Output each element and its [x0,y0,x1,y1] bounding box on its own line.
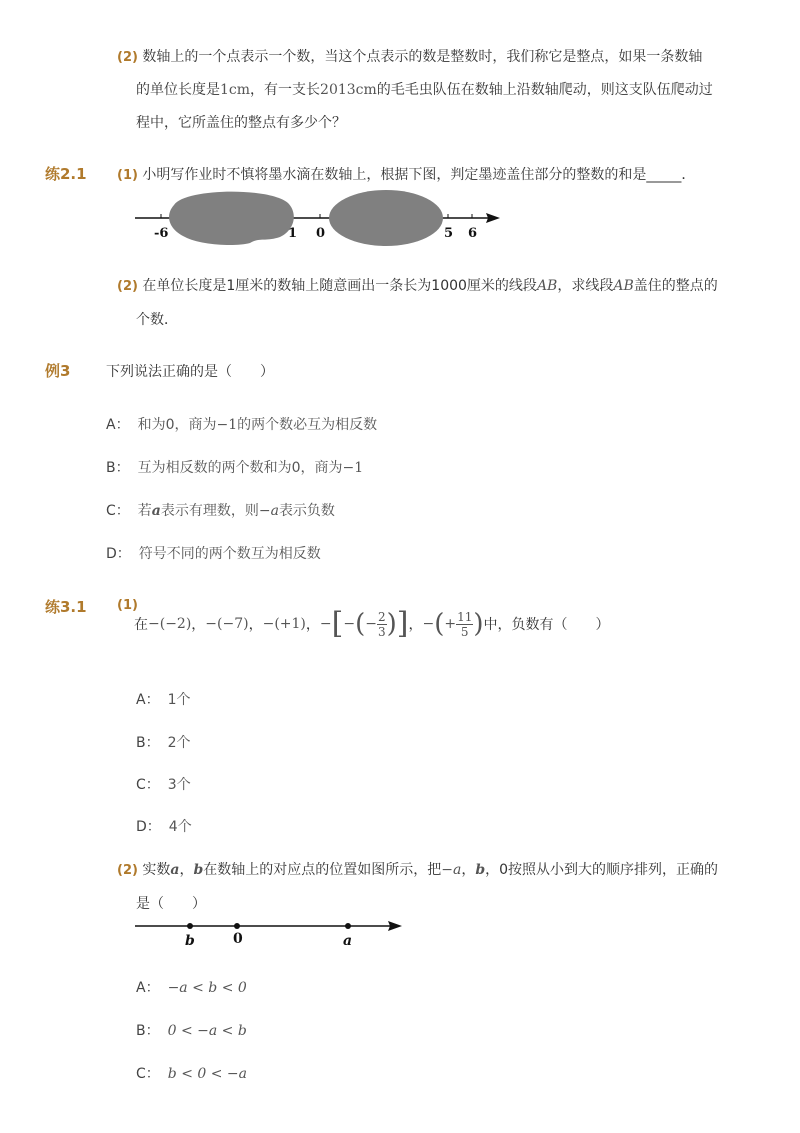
numerator: 11 [457,609,473,624]
math-var: a [151,503,161,519]
option-text: 互为相反数的两个数和为0，商为 [137,460,343,476]
ink-blot-right [329,190,443,246]
part-number: (2) [117,279,138,294]
option-text: 和为0，商为 [137,417,217,433]
question-text: 盖住的整点的 [633,278,718,294]
option-letter: B： [136,735,160,751]
option-text: 符号不同的两个数互为相反数 [138,546,321,562]
math-expr: −a [258,503,279,519]
option-b[interactable] [106,457,363,477]
paren-close: ) [473,609,484,639]
point-b [187,923,193,929]
option-c[interactable] [136,1063,247,1083]
option-a[interactable] [136,689,191,709]
paren-open: ( [434,609,445,639]
ex31-part1-expression [134,596,610,652]
option-letter: C： [106,503,130,519]
math-var: AB [613,278,634,294]
prev-question-line2 [136,79,713,99]
math-expr: −a [441,862,462,878]
part-number: (1) [117,598,138,613]
math-expr: −1 [342,460,364,476]
tick-label-1: 1 [288,226,298,241]
option-letter: A： [136,692,160,708]
math-expr: − [319,616,332,632]
tick-label-neg6: -6 [154,226,169,241]
prev-question-line3 [136,112,346,132]
label-b: b [185,933,195,949]
option-a[interactable] [136,977,247,997]
option-letter: A： [136,980,160,996]
option-text: 的两个数必互为相反数 [237,417,378,433]
math-expr: −a < b < 0 [167,980,247,996]
fraction-2-3 [377,610,387,639]
question-text: 是（ ） [136,896,206,912]
math-unit: 1cm [220,82,251,98]
question-text: 的毛毛虫队伍在数轴上沿数轴爬动，则这支队伍爬动过 [376,82,713,98]
number-line-ab-figure [130,912,410,952]
math-unit: 2013cm [320,82,377,98]
ex21-part2-line2 [136,309,178,329]
question-text: ， [179,862,194,878]
option-letter: B： [106,460,130,476]
numerator: 2 [377,609,386,624]
part-number: (1) [117,168,138,183]
question-text: 小明写作业时不慎将墨水滴在数轴上，根据下图，判定墨迹盖住部分的整数的和是_____． [142,167,696,183]
option-c[interactable] [136,774,191,794]
option-text: 3个 [167,777,191,793]
math-expr: −1 [216,417,238,433]
ex3-question [106,361,274,381]
option-text: 2个 [167,735,191,751]
tick-label-5: 5 [444,226,454,241]
option-text: 4个 [168,819,192,835]
math-expr: −(+1) [262,616,306,632]
separator: ， [408,617,423,633]
option-letter: D： [136,819,161,835]
denominator: 3 [377,624,386,639]
exercise-label: 练3.1 [45,598,87,616]
tick-label-0: 0 [316,226,326,241]
bracket-close: ] [396,606,409,641]
option-letter: A： [106,417,130,433]
question-text: ，0按照从小到大的顺序排列，正确的 [485,862,719,878]
question-text: 程中，它所盖住的整点有多少个？ [136,115,346,131]
option-letter: C： [136,1066,160,1082]
denominator: 5 [460,624,469,639]
bracket-open: [ [331,606,344,641]
tick-label-6: 6 [468,226,478,241]
ex21-part2-line1 [117,275,718,295]
question-text: 在单位长度是1厘米的数轴上随意画出一条长为1000厘米的线段 [142,278,537,294]
question-number: (2) [117,50,138,65]
paren-open: ( [355,609,366,639]
math-var: AB [536,278,558,294]
exercise-label: 练2.1 [45,165,87,183]
option-text: 表示负数 [278,503,335,519]
option-text: 表示有理数，则 [160,503,259,519]
fraction-11-5 [456,610,473,639]
option-d[interactable] [136,816,192,836]
question-text: 的单位长度是 [136,82,220,98]
ink-blot-left [169,192,294,245]
separator: ， [305,617,320,633]
label-a: a [343,933,353,949]
axis-arrow [486,213,500,223]
point-0 [234,923,240,929]
math-var: b [193,862,204,878]
question-text: 实数 [142,862,171,878]
example-label: 例3 [45,362,71,380]
ex31-part2-line1 [117,859,718,879]
option-b[interactable] [136,1020,247,1040]
option-letter: B： [136,1023,160,1039]
option-b[interactable] [136,732,191,752]
question-text: 中，负数有（ ） [483,617,610,633]
math-plus: + [444,616,457,632]
option-d[interactable] [106,543,321,563]
option-letter: D： [106,546,131,562]
ex31-part2-line2 [136,893,206,913]
option-text: 若 [137,503,152,519]
question-text: ，求线段 [557,278,614,294]
math-expr: −(−2) [148,616,192,632]
question-text: 个数． [136,312,178,328]
option-text: 1个 [167,692,191,708]
question-text: 在 [134,617,148,633]
label-0: 0 [233,931,243,947]
paren-close: ) [386,609,397,639]
question-text: ， [461,862,476,878]
ex21-part1 [117,164,695,184]
option-c[interactable] [106,500,335,520]
number-line-ink-figure [130,185,510,250]
math-expr: −(−7) [205,616,249,632]
math-expr: 0 < −a < b [167,1023,247,1039]
question-text: ，有一支长 [250,82,321,98]
question-text: 下列说法正确的是（ ） [106,364,274,380]
option-a[interactable] [106,414,377,434]
math-minus: − [365,616,377,632]
math-var: b [475,862,486,878]
point-a [345,923,351,929]
part-number: (2) [117,863,138,878]
question-text: 在数轴上的对应点的位置如图所示，把 [203,862,442,878]
separator: ， [191,617,206,633]
math-expr: − [422,616,435,632]
axis-arrow [388,921,402,931]
math-expr: b < 0 < −a [167,1066,247,1082]
question-text: 数轴上的一个点表示一个数，当这个点表示的数是整数时，我们称它是整点，如果一条数轴 [142,49,703,65]
separator: ， [248,617,263,633]
math-minus: − [343,616,356,632]
option-letter: C： [136,777,160,793]
prev-question-line1 [117,46,702,66]
math-var: a [170,862,180,878]
